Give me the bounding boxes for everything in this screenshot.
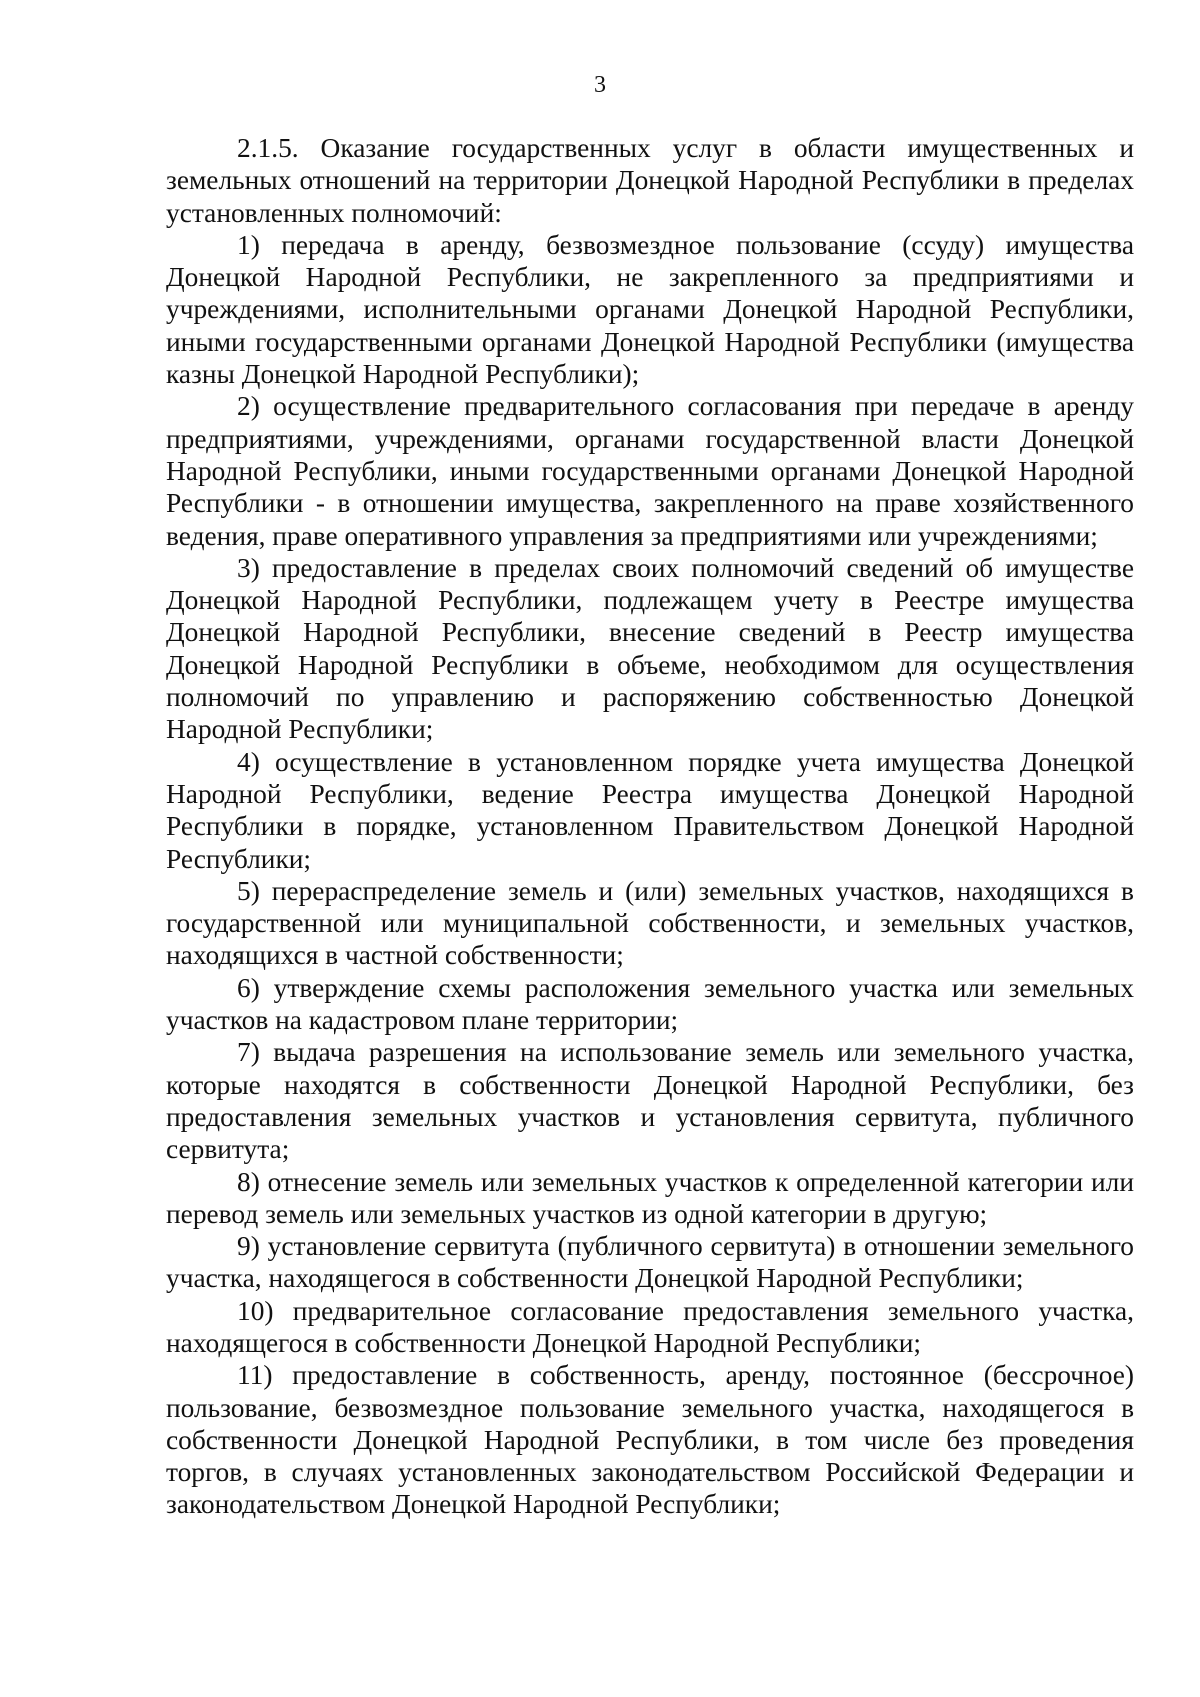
list-item-7: 7) выдача разрешения на использование земель или земельного участка, которые находятся в собственности Донецкой Народной Республики, без предоставления земельных участков и установления сервитута, публичного сервитута; xyxy=(166,1037,1134,1165)
list-item-3: 3) предоставление в пределах своих полномочий сведений об имуществе Донецкой Народной Республики, подлежащем учету в Реестре имущества Донецкой Народной Республики, внесение сведений в Реестр имущества Донецкой Народной Республики в объеме, необходимом для осуществления полномочий по управлению и распоряжению собственностью Донецкой Народной Республики; xyxy=(166,552,1134,745)
list-item-4: 4) осуществление в установленном порядке учета имущества Донецкой Народной Республики, ведение Реестра имущества Донецкой Народной Республики в порядке, установленном Правительством Донецкой Народной Республики; xyxy=(166,746,1134,874)
list-item-9: 9) установление сервитута (публичного сервитута) в отношении земельного участка, находящегося в собственности Донецкой Народной Республики; xyxy=(166,1231,1134,1294)
list-item-6: 6) утверждение схемы расположения земельного участка или земельных участков на кадастровом плане территории; xyxy=(166,972,1134,1036)
list-item-11: 11) предоставление в собственность, аренду, постоянное (бессрочное) пользование, безвозмездное пользование земельного участка, находящегося в собственности Донецкой Народной Республики, в том числе без проведения торгов, в случаях установленных законодательством Российской Федерации и законодательством Донецкой Народной Республики; xyxy=(166,1360,1134,1520)
list-item-1: 1) передача в аренду, безвозмездное пользование (ссуду) имущества Донецкой Народной Республики, не закрепленного за предприятиями и учреждениями, исполнительными органами Донецкой Народной Республики, иными государственными органами Донецкой Народной Республики (имущества казны Донецкой Народной Республики); xyxy=(166,229,1134,390)
list-item-10: 10) предварительное согласование предоставления земельного участка, находящегося в собственности Донецкой Народной Республики; xyxy=(166,1295,1134,1358)
document-body xyxy=(166,132,1134,1521)
list-item-5: 5) перераспределение земель и (или) земельных участков, находящихся в государственной или муниципальной собственности, и земельных участков, находящихся в частной собственности; xyxy=(166,875,1134,971)
list-item-8: 8) отнесение земель или земельных участков к определенной категории или перевод земель или земельных участков из одной категории в другую; xyxy=(166,1166,1134,1229)
page-number: 3 xyxy=(594,72,606,98)
paragraph-2-1-5: 2.1.5. Оказание государственных услуг в области имущественных и земельных отношений на территории Донецкой Народной Республики в пределах установленных полномочий: xyxy=(166,133,1134,228)
list-item-2: 2) осуществление предварительного согласования при передаче в аренду предприятиями, учреждениями, органами государственной власти Донецкой Народной Республики, иными государственными органами Донецкой Народной Республики - в отношении имущества, закрепленного на праве хозяйственного ведения, праве оперативного управления за предприятиями или учреждениями; xyxy=(166,391,1134,551)
